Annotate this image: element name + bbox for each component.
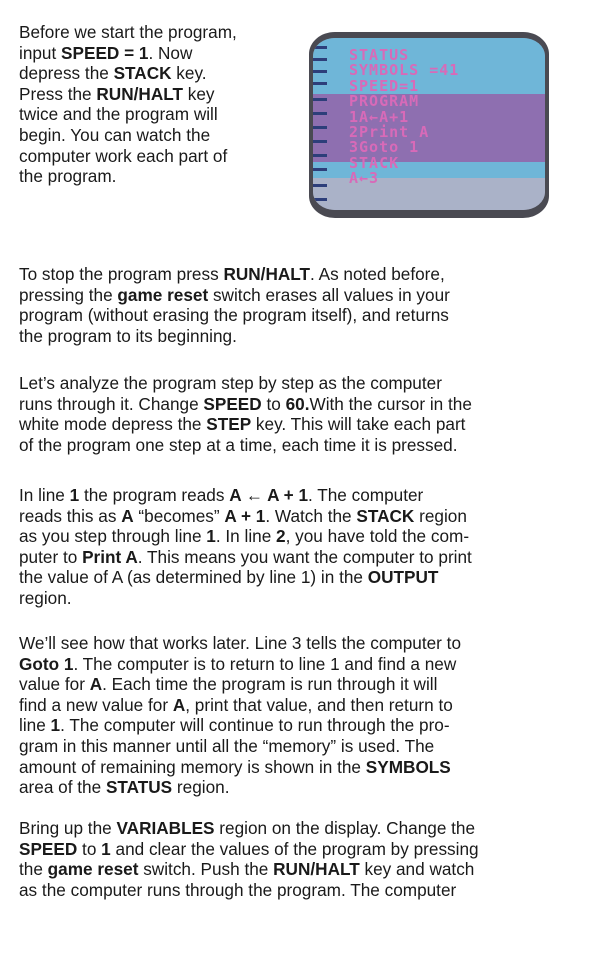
text-run: We’ll see how that works later. Line 3 tells the computer to: [19, 633, 461, 653]
bold-term: STEP: [206, 414, 252, 435]
text-run: program (without erasing the program itself), and returns: [19, 305, 449, 326]
text-line: [19, 326, 450, 347]
bold-term: VARIABLES: [116, 818, 215, 838]
screen-notch: [313, 82, 327, 85]
text-run: the: [19, 859, 48, 880]
paragraph-goto: [19, 633, 461, 798]
tv-line-program: PROGRAM: [349, 92, 420, 111]
text-run: to: [261, 393, 286, 414]
text-line: [19, 125, 237, 146]
text-line: [19, 674, 461, 695]
tv-line-symbols: SYMBOLS =41: [349, 61, 460, 80]
text-line: [19, 166, 237, 187]
bold-term: A: [121, 505, 134, 526]
text-line: [19, 485, 472, 506]
text-line: [19, 818, 479, 839]
bold-term: 60.: [285, 393, 310, 414]
text-run: the program to its beginning.: [19, 325, 237, 346]
bold-term: 1: [69, 485, 80, 505]
text-run: With the cursor in the: [309, 393, 472, 414]
tv-screen-illustration: [309, 32, 549, 218]
text-line: [19, 43, 237, 64]
bold-term: Print A: [82, 546, 138, 567]
text-run: computer work each part of: [19, 145, 228, 166]
text-run: region.: [19, 587, 72, 608]
text-run: key. This will take each part: [251, 414, 466, 435]
text-run: . The computer: [308, 485, 424, 505]
text-run: area of the: [19, 777, 106, 798]
tv-line-code-1: 1A←A+1: [349, 107, 410, 126]
text-line: [19, 414, 472, 435]
bold-term: A ← A + 1: [229, 485, 308, 505]
text-line: [19, 435, 472, 456]
text-line: [19, 654, 461, 675]
text-run: amount of remaining memory is shown in the: [19, 756, 366, 777]
text-run: value for: [19, 674, 90, 695]
text-line: [19, 305, 450, 326]
bold-term: STACK: [113, 63, 172, 84]
text-run: puter to: [19, 546, 83, 567]
text-run: pressing the: [19, 284, 118, 305]
bold-term: RUN/HALT: [223, 264, 310, 284]
bold-term: game reset: [117, 284, 209, 305]
text-run: “becomes”: [133, 505, 225, 526]
text-run: Before we start the program,: [19, 22, 237, 42]
bold-term: SPEED: [203, 393, 262, 414]
text-run: . Watch the: [265, 505, 357, 526]
screen-notch: [313, 70, 327, 73]
bold-term: SPEED = 1: [61, 42, 149, 63]
text-line: [19, 63, 237, 84]
text-run: key and watch: [359, 859, 475, 880]
screen-notch: [313, 168, 327, 171]
text-line: [19, 777, 461, 798]
bold-term: SPEED: [19, 838, 78, 859]
text-run: . The computer will continue to run through the pro-: [60, 715, 450, 736]
text-run: gram in this manner until all the “memory” is used. The: [19, 735, 435, 756]
text-run: key: [182, 83, 215, 104]
text-line: [19, 285, 450, 306]
text-line: [19, 373, 472, 394]
text-line: [19, 567, 472, 588]
screen-notch: [313, 98, 327, 101]
text-line: [19, 394, 472, 415]
text-line: [19, 264, 450, 285]
text-run: . Each time the program is run through it will: [102, 674, 438, 695]
bold-term: 1: [101, 838, 111, 859]
screen-notch: [313, 198, 327, 201]
bold-term: STACK: [356, 505, 415, 526]
bold-term: 1: [206, 526, 216, 547]
text-run: white mode depress the: [19, 414, 207, 435]
bold-term: SYMBOLS: [365, 756, 451, 777]
text-line: [19, 146, 237, 167]
text-run: the value of A (as determined by line 1) in the: [19, 567, 368, 588]
screen-notch: [313, 112, 327, 115]
screen-notch: [313, 126, 327, 129]
screen-notch: [313, 154, 327, 157]
bold-term: 1: [50, 715, 61, 736]
text-run: . In line: [215, 526, 277, 547]
bold-term: Goto 1: [19, 653, 74, 674]
text-line: [19, 839, 479, 860]
text-run: runs through it. Change: [19, 393, 204, 414]
text-run: . The computer is to return to line 1 and find a new: [73, 653, 457, 674]
text-line: [19, 22, 237, 43]
tv-line-code-2: 2Print A: [349, 123, 430, 142]
paragraph-line-one: [19, 485, 472, 609]
bold-term: A: [89, 674, 103, 695]
text-run: switch. Push the: [138, 859, 274, 880]
text-run: Let’s analyze the program step by step as the computer: [19, 373, 442, 393]
text-run: and clear the values of the program by pressing: [110, 838, 479, 859]
text-run: region on the display. Change the: [214, 818, 476, 838]
bold-term: A: [172, 694, 186, 715]
text-line: [19, 526, 472, 547]
text-run: key.: [171, 63, 207, 84]
text-line: [19, 588, 472, 609]
bold-term: OUTPUT: [367, 567, 439, 588]
tv-line-stack-value: A←3: [349, 169, 380, 188]
intro-paragraph: [19, 22, 237, 187]
text-run: Press the: [19, 83, 97, 104]
text-run: . Now: [148, 42, 193, 63]
text-run: To stop the program press: [19, 264, 224, 284]
text-run: find a new value for: [19, 694, 173, 715]
bold-term: game reset: [47, 859, 139, 880]
tv-line-stack: STACK: [349, 153, 400, 172]
text-run: the program.: [19, 166, 117, 187]
text-run: depress the: [19, 63, 114, 84]
text-line: [19, 506, 472, 527]
text-line: [19, 859, 479, 880]
tv-line-status: STATUS: [349, 46, 410, 64]
tv-screen-text: [349, 48, 459, 187]
text-run: as you step through line: [19, 526, 207, 547]
text-run: switch erases all values in your: [208, 284, 450, 305]
text-run: the program reads: [79, 485, 230, 505]
text-run: of the program one step at a time, each time it is pressed.: [19, 434, 458, 455]
text-run: , you have told the com-: [285, 526, 470, 547]
paragraph-variables: [19, 818, 479, 900]
text-line: [19, 633, 461, 654]
text-run: reads this as: [19, 505, 122, 526]
text-run: as the computer runs through the program. The computer: [19, 879, 457, 900]
paragraph-analyze-program: [19, 373, 472, 455]
screen-notch: [313, 184, 327, 187]
text-line: [19, 547, 472, 568]
text-run: region: [414, 505, 467, 526]
text-run: In line: [19, 485, 70, 505]
bold-term: RUN/HALT: [273, 859, 360, 880]
text-run: begin. You can watch the: [19, 124, 211, 145]
screen-notch: [313, 46, 327, 49]
text-run: region.: [172, 777, 230, 798]
paragraph-stop-program: [19, 264, 450, 346]
text-line: [19, 757, 461, 778]
screen-notch: [313, 58, 327, 61]
text-run: line: [19, 715, 51, 736]
text-run: , print that value, and then return to: [185, 694, 453, 715]
text-line: [19, 84, 237, 105]
bold-term: 2: [276, 526, 286, 547]
tv-screen-display: [313, 38, 545, 210]
text-run: Bring up the: [19, 818, 117, 838]
bold-term: STATUS: [105, 777, 173, 798]
text-line: [19, 104, 237, 125]
text-line: [19, 736, 461, 757]
text-run: . As noted before,: [310, 264, 445, 284]
text-run: . This means you want the computer to print: [137, 546, 472, 567]
bold-term: RUN/HALT: [96, 83, 183, 104]
screen-notch: [313, 140, 327, 143]
text-run: twice and the program will: [19, 104, 218, 125]
tv-line-code-3: 3Goto 1: [349, 138, 420, 157]
text-line: [19, 715, 461, 736]
text-line: [19, 695, 461, 716]
tv-line-speed: SPEED=1: [349, 76, 420, 95]
text-run: to: [77, 838, 102, 859]
bold-term: A + 1: [224, 505, 266, 526]
text-run: input: [19, 42, 62, 63]
text-line: [19, 880, 479, 901]
